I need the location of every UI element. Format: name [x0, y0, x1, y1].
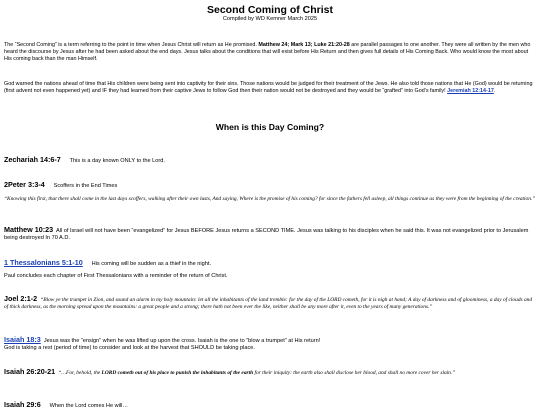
entry-zechariah	[4, 154, 536, 166]
entry-note: Scoffers in the End Times	[53, 183, 118, 189]
scripture-ref: Joel 2:1-2	[4, 294, 38, 303]
isaiah-18-link[interactable]: Isaiah 18:3	[4, 335, 41, 344]
jeremiah-link[interactable]: Jeremiah 12:14-17	[447, 87, 494, 94]
entry-isaiah-26	[4, 369, 536, 377]
intro-paragraph-1	[4, 42, 536, 63]
entry-1thessalonians	[4, 257, 536, 269]
entry-note: His coming will be sudden as a thief in the night.	[91, 261, 211, 267]
parallel-passages-refs: Matthew 24; Mark 13; Luke 21:20-28	[258, 42, 350, 48]
emphasized-phrase: LORD cometh out of his place to punish the inhabitants of the earth	[101, 370, 254, 376]
thessalonians-remark: Paul concludes each chapter of First Thessalonians with a reminder of the return of Christ.	[4, 273, 228, 279]
intro-text-cont: are parallel passages to one another. They were all written by the men who heard the discourse by Jesus after he had been asked about the end days. Jesus talks about the conditions that will exist before His Return and then gives full details of His Coming Back. Who would know the most about His coming back than the man Himself.	[4, 42, 531, 62]
intro-paragraph-2	[4, 81, 536, 95]
section-heading: When is this Day Coming?	[215, 122, 325, 132]
entry-isaiah-18	[4, 336, 536, 352]
entry-matthew	[4, 226, 536, 242]
scripture-ref: Matthew 10:23	[4, 225, 54, 234]
document-title: Second Coming of Christ	[207, 4, 333, 16]
scripture-quote: “Knowing this first, that there shall come in the last days scoffers, walking after their own lusts, And saying, Where is the promise of his coming? for since the fathers fell asleep, all things continue as they were from the beginning of the creation.”	[4, 196, 536, 202]
document-subtitle: Compiled by WD Kemner March 2025	[222, 16, 318, 22]
scripture-ref: Isaiah 29:6	[4, 400, 41, 409]
scripture-ref: 2Peter 3:3-4	[4, 180, 45, 189]
entry-note: All of Israel will not have been “evangelized” for Jesus BEFORE Jesus returns a SECOND TIME. Jesus was talking to his disciples when he said this. It was not evangelized prior to Jerusalem being destroyed In 70 A.D.	[4, 228, 529, 241]
period: .	[493, 87, 496, 94]
thessalonians-link[interactable]: 1 Thessalonians 5:1-10	[4, 258, 83, 267]
scripture-ref: Zechariah 14:6-7	[4, 155, 61, 164]
entry-note: Jesus was the “ensign” when he was lifted up upon the cross. Isaiah is the one to “blow a trumpet” at His return!	[43, 338, 321, 344]
entry-2peter	[4, 179, 536, 191]
entry-text: God is taking a rest (period of time) to consider and look at the harvest that SHOULD be taking place.	[4, 345, 255, 351]
scripture-ref: Isaiah 26:20-21	[4, 367, 56, 376]
entry-isaiah-29	[4, 399, 536, 411]
entry-note: This is a day known ONLY to the Lord.	[69, 158, 165, 164]
scripture-quote: “Blow ye the trumpet in Zion, and sound an alarm in my holy mountain: let all the inhabitants of the land tremble: for the day of the LORD cometh, for it is nigh at hand; A day of darkness and of gloominess, a day of clouds and of thick darkness, as the morning spread upon the mountains: a great people and a strong; there hath not been ever the like, neither shall be any more after it, even to the years of many generations.”	[4, 297, 533, 310]
intro-text: The “Second Coming” is a term referring to the point in time when Jesus Christ will return as He promised.	[4, 42, 259, 48]
entry-note: When the Lord comes He will…	[49, 403, 128, 409]
nations-text: God warned the nations ahead of time that His children were being sent into captivity for their sins. Those nations would be judged for their treatment of the Jews. He also told those nations that He (God) would be returning (first advent not even happened yet) and IF they had learned from their captive Jews to follow God then their nation would not be destroyed and they would be “grafted” into God’s family!	[4, 81, 533, 94]
entry-joel	[4, 296, 536, 311]
scripture-quote: “…For, behold, the LORD cometh out of his place to punish the inhabitants of the earth for their iniquity: the earth also shall disclose her blood, and shall no more cover her slain.”	[58, 370, 456, 376]
